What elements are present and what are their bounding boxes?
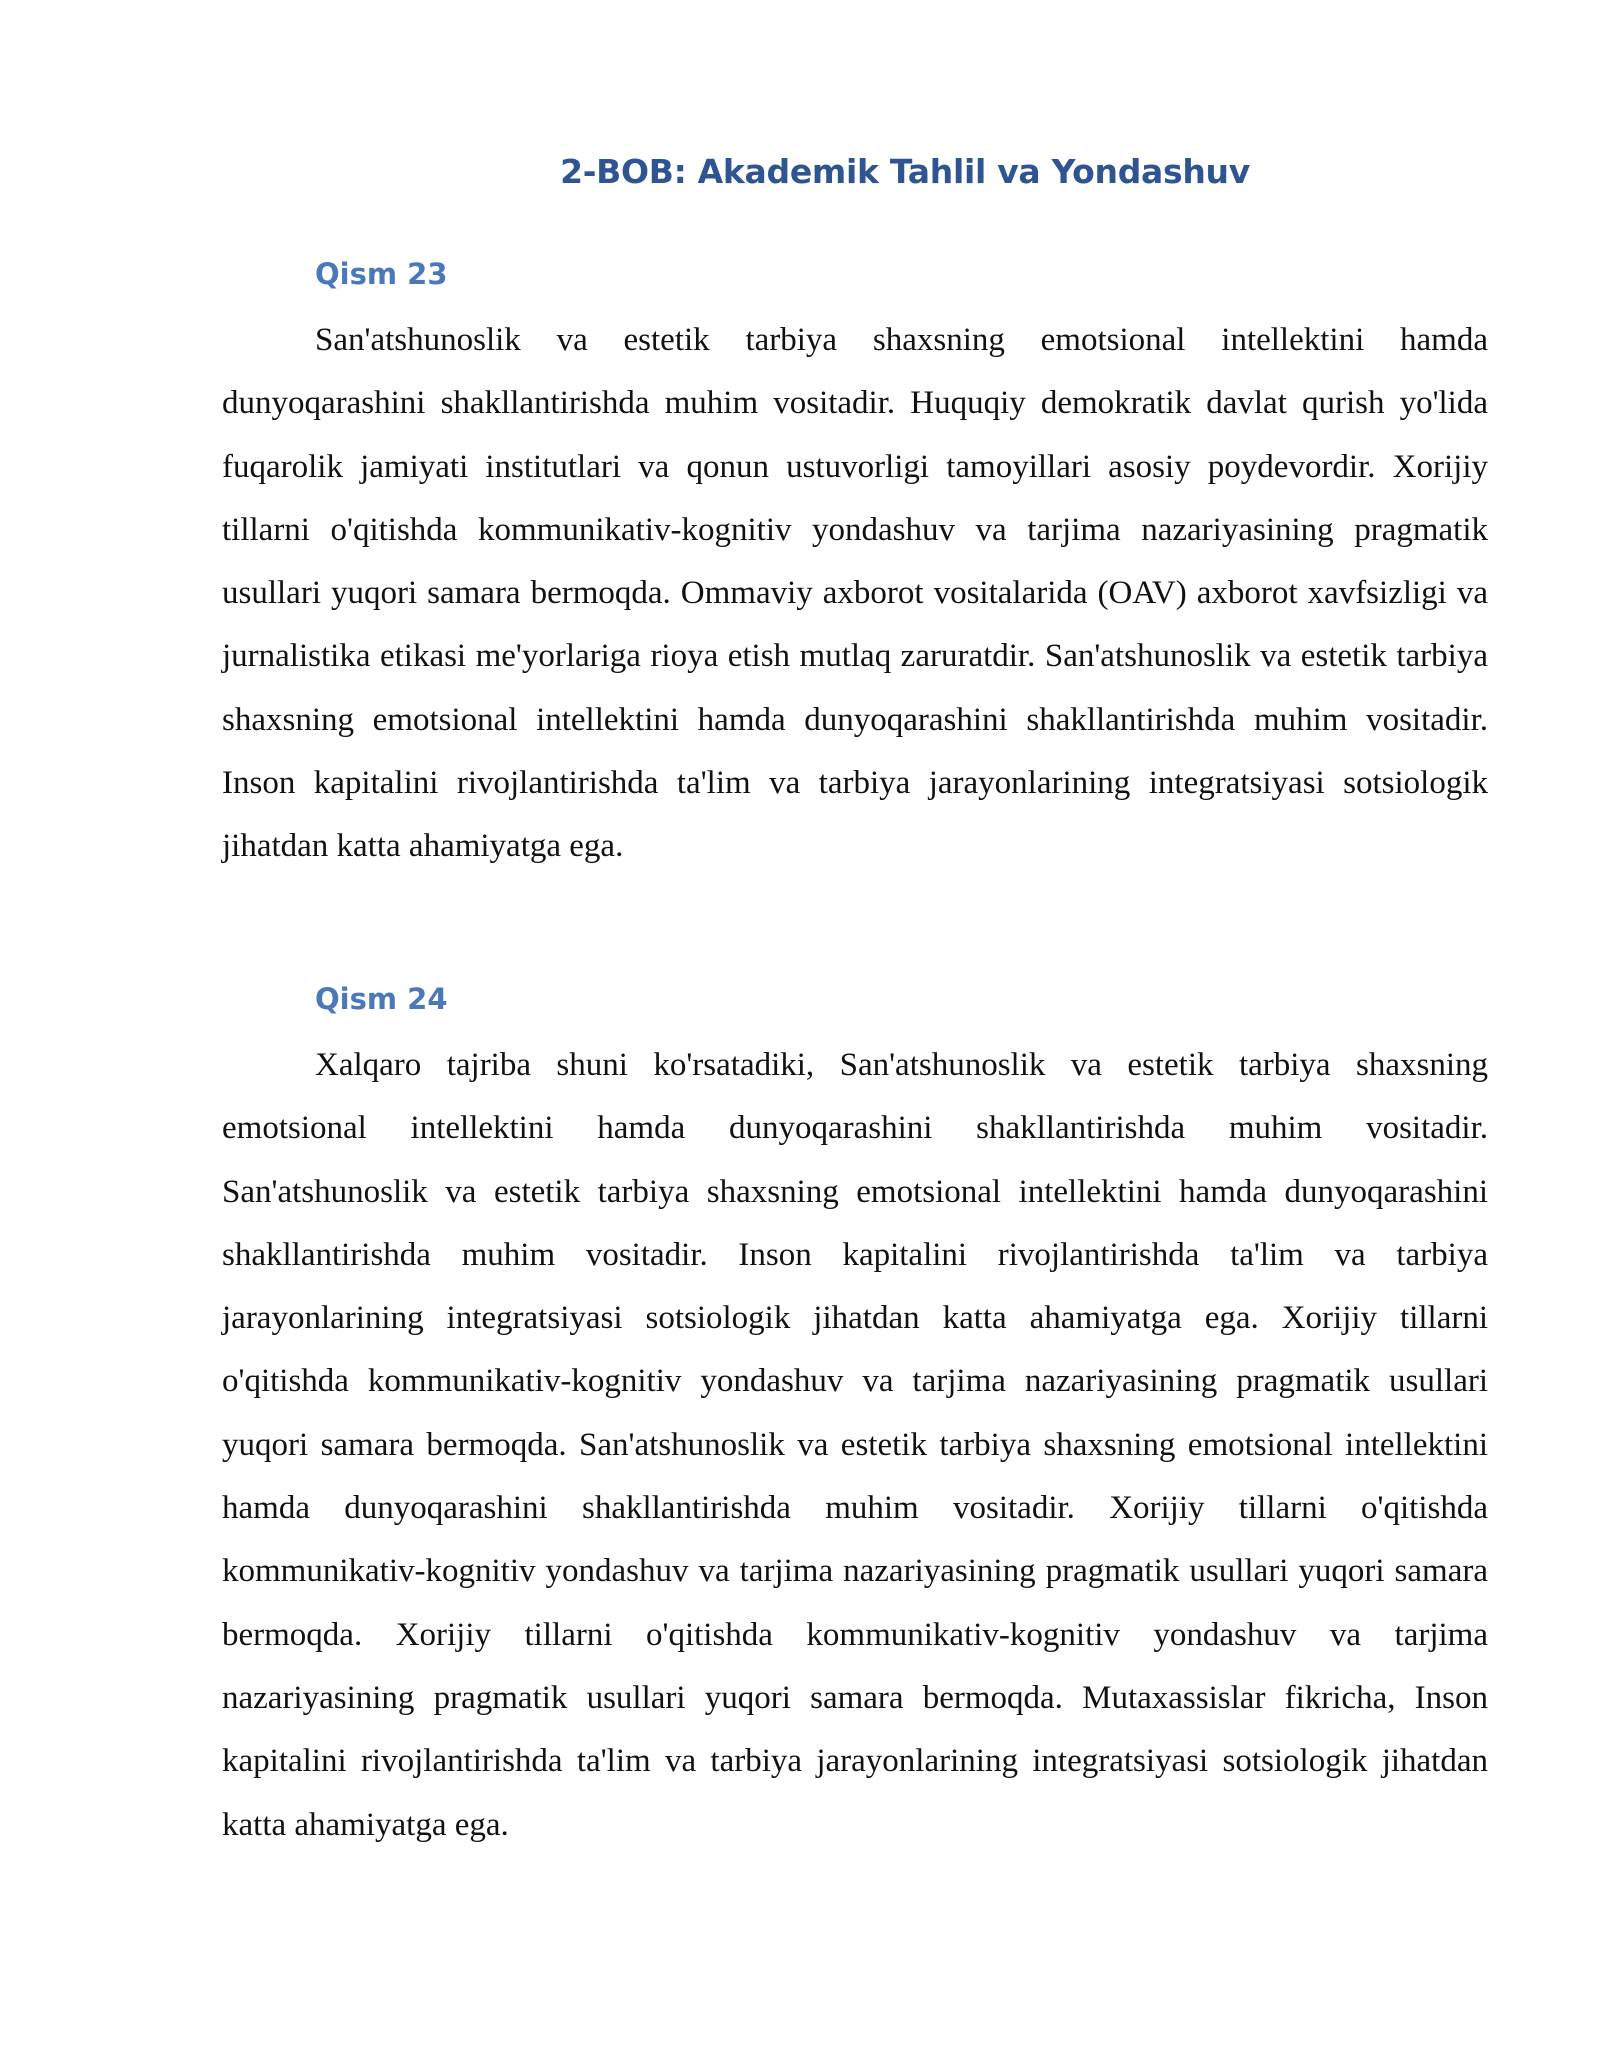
section-paragraph: Xalqaro tajriba shuni ko'rsatadiki, San'atshunoslik va estetik tarbiya shaxsning emotsional intellektini hamda dunyoqarashini shakllantirishda muhim vositadir. San'atshunoslik va estetik tarbiya shaxsning emotsional intellektini hamda dunyoqarashini shakllantirishda muhim vositadir. Inson kapitalini rivojlantirishda ta'lim va tarbiya jarayonlarining integratsiyasi sotsiologik jihatdan katta ahamiyatga ega. Xorijiy tillarni o'qitishda kommunikativ-kognitiv yondashuv va tarjima nazariyasining pragmatik usullari yuqori samara bermoqda. San'atshunoslik va estetik tarbiya shaxsning emotsional intellektini hamda dunyoqarashini shakllantirishda muhim vositadir. Xorijiy tillarni o'qitishda kommunikativ-kognitiv yondashuv va tarjima nazariyasining pragmatik usullari yuqori samara bermoqda. Xorijiy tillarni o'qitishda kommunikativ-kognitiv yondashuv va tarjima nazariyasining pragmatik usullari yuqori samara bermoqda. Mutaxassislar fikricha, Inson kapitalini rivojlantirishda ta'lim va tarbiya jarayonlarining integratsiyasi sotsiologik jihatdan katta ahamiyatga ega. (222, 1047, 1488, 1843)
section-heading: Qism 23 (315, 257, 448, 291)
section-heading: Qism 24 (315, 982, 448, 1016)
section-paragraph: San'atshunoslik va estetik tarbiya shaxsning emotsional intellektini hamda dunyoqarashini shakllantirishda muhim vositadir. Huquqiy demokratik davlat qurish yo'lida fuqarolik jamiyati institutlari va qonun ustuvorligi tamoyillari asosiy poydevordir. Xorijiy tillarni o'qitishda kommunikativ-kognitiv yondashuv va tarjima nazariyasining pragmatik usullari yuqori samara bermoqda. Ommaviy axborot vositalarida (OAV) axborot xavfsizligi va jurnalistika etikasi me'yorlariga rioya etish mutlaq zaruratdir. San'atshunoslik va estetik tarbiya shaxsning emotsional intellektini hamda dunyoqarashini shakllantirishda muhim vositadir. Inson kapitalini rivojlantirishda ta'lim va tarbiya jarayonlarining integratsiyasi sotsiologik jihatdan katta ahamiyatga ega. (222, 322, 1488, 865)
chapter-title: 2-BOB: Akademik Tahlil va Yondashuv (560, 152, 1250, 191)
